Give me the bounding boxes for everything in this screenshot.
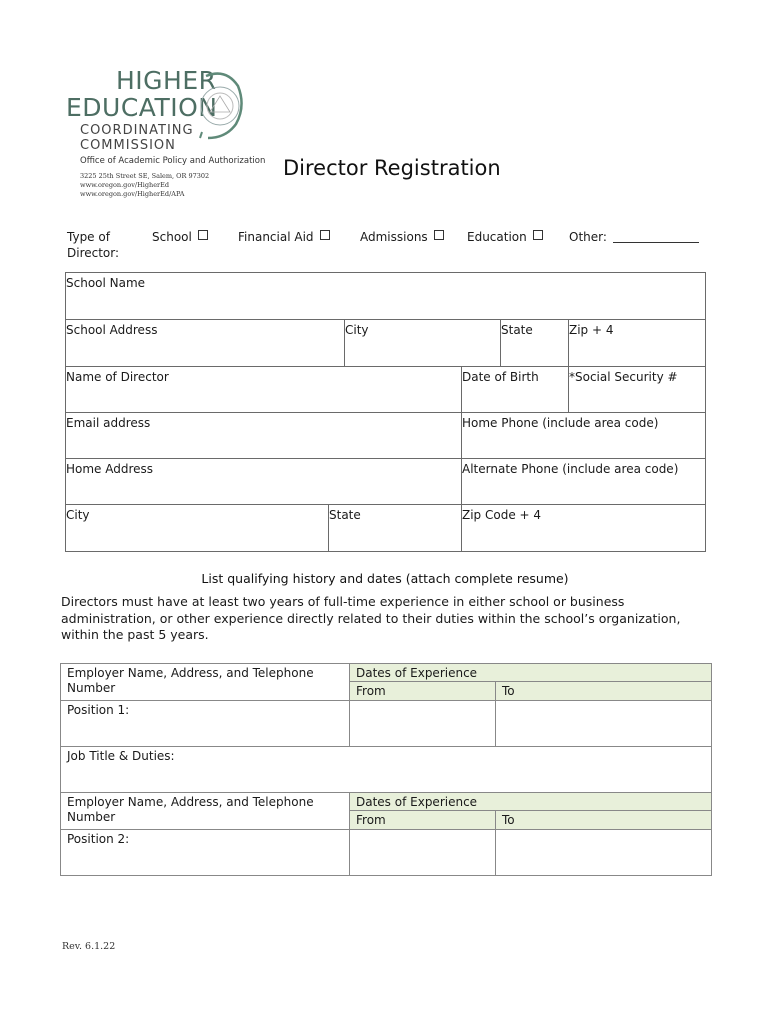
logo-address: 3225 25th Street SE, Salem, OR 97302 xyxy=(80,172,210,180)
logo-text-coordinating: COORDINATING xyxy=(80,123,194,138)
other-input-line[interactable] xyxy=(613,242,699,243)
email-field[interactable]: Email address xyxy=(65,412,462,459)
ssn-field[interactable]: *Social Security # xyxy=(568,366,706,413)
school-city-field[interactable]: City xyxy=(344,319,501,367)
checkbox-education[interactable] xyxy=(533,230,543,240)
position-1-to-field[interactable] xyxy=(495,700,712,747)
state-seal-icon xyxy=(196,72,244,140)
dates-header-1: Dates of Experience xyxy=(349,663,712,682)
position-2-from-field[interactable] xyxy=(349,829,496,876)
checkbox-admissions[interactable] xyxy=(434,230,444,240)
director-type-admissions[interactable]: Admissions xyxy=(360,230,444,244)
school-state-field[interactable]: State xyxy=(500,319,569,367)
job-title-duties-field[interactable]: Job Title & Duties: xyxy=(60,746,712,793)
logo-web-2: www.oregon.gov/HigherEd/APA xyxy=(80,190,185,198)
director-name-field[interactable]: Name of Director xyxy=(65,366,462,413)
director-type-other: Other: xyxy=(569,230,699,244)
dates-header-2: Dates of Experience xyxy=(349,792,712,811)
checkbox-school[interactable] xyxy=(198,230,208,240)
logo-web-1: www.oregon.gov/HigherEd xyxy=(80,181,170,189)
revision-label: Rev. 6.1.22 xyxy=(62,941,116,952)
school-zip-field[interactable]: Zip + 4 xyxy=(568,319,706,367)
home-phone-field[interactable]: Home Phone (include area code) xyxy=(461,412,706,459)
to-header-2: To xyxy=(495,810,712,830)
director-type-label: Type of Director: xyxy=(67,230,120,260)
page-title: Director Registration xyxy=(283,156,501,180)
director-type-financial-aid[interactable]: Financial Aid xyxy=(238,230,330,244)
logo-text-commission: COMMISSION xyxy=(80,138,176,153)
director-type-school[interactable]: School xyxy=(152,230,208,244)
to-header-1: To xyxy=(495,681,712,701)
employer-header-2: Employer Name, Address, and Telephone Number xyxy=(60,792,350,830)
logo-text-education: EDUCATION xyxy=(66,93,218,122)
alternate-phone-field[interactable]: Alternate Phone (include area code) xyxy=(461,458,706,505)
checkbox-financial-aid[interactable] xyxy=(320,230,330,240)
position-1-field[interactable]: Position 1: xyxy=(60,700,350,747)
history-requirements-text: Directors must have at least two years of full-time experience in either school or business administration, or other experience directly related to their duties within the school’s organization, within the past 5 years. xyxy=(61,594,681,642)
from-header-1: From xyxy=(349,681,496,701)
home-zip-field[interactable]: Zip Code + 4 xyxy=(461,504,706,552)
director-type-education[interactable]: Education xyxy=(467,230,543,244)
home-city-field[interactable]: City xyxy=(65,504,329,552)
date-of-birth-field[interactable]: Date of Birth xyxy=(461,366,569,413)
home-state-field[interactable]: State xyxy=(328,504,462,552)
logo-text-higher: HIGHER xyxy=(116,66,217,95)
from-header-2: From xyxy=(349,810,496,830)
history-heading: List qualifying history and dates (attach complete resume) xyxy=(201,571,569,586)
school-address-field[interactable]: School Address xyxy=(65,319,345,367)
position-2-to-field[interactable] xyxy=(495,829,712,876)
position-2-field[interactable]: Position 2: xyxy=(60,829,350,876)
employer-header-1: Employer Name, Address, and Telephone Number xyxy=(60,663,350,701)
home-address-field[interactable]: Home Address xyxy=(65,458,462,505)
logo-office-name: Office of Academic Policy and Authorization xyxy=(80,156,266,166)
school-name-field[interactable]: School Name xyxy=(65,272,706,320)
position-1-from-field[interactable] xyxy=(349,700,496,747)
